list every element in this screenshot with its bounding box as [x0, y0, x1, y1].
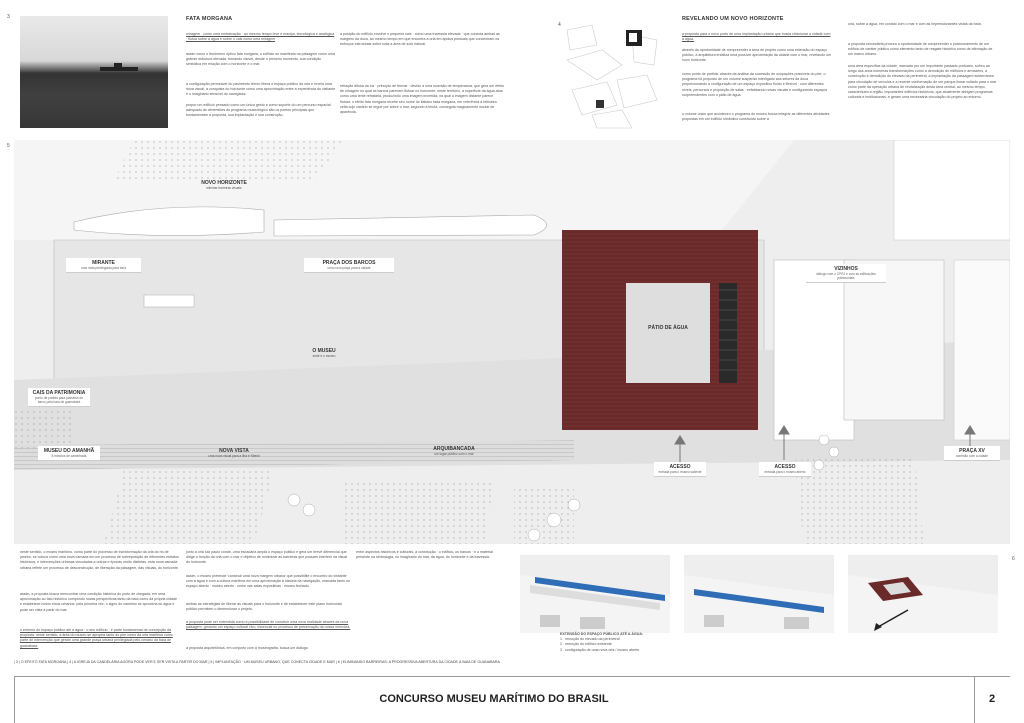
- label-acesso2-name: ACESSO: [774, 464, 796, 470]
- diagram-legend: [560, 632, 760, 653]
- label-patio-name: PÁTIO DE ÁGUA: [648, 325, 688, 331]
- label-cais: [28, 388, 90, 407]
- bottom-col2-p5: a proposta arquitetônica, em conjunto com a museografia, busca um diálogo: [186, 646, 308, 650]
- col6-p1: orla, sobre a água, em contato com o mar e com as impressionantes vistas da baía.: [848, 22, 982, 26]
- rev-p4: o volume único que aconteceu o programa do museu busca integrar as diferentes atividades propostas em um edifício simbólico construído sobre a: [682, 112, 830, 122]
- bottom-col3-p1: entre aspectos históricos e culturais, a construção · o edifício, os barcos · e o material presente na simbologia, no imaginário do mar, da água, do horizonte e da travessia.: [356, 550, 493, 560]
- section-number-6: 6: [1012, 556, 1015, 562]
- label-mirante-name: MIRANTE: [92, 260, 115, 266]
- label-pracaxv-name: PRAÇA XV: [959, 448, 985, 454]
- site-map-drawing: [562, 20, 662, 130]
- col3-p1: a posição do edifício envolve o pequeno cais · como uma travessia elevada · que conecta ambas as margens da doca, ao mesmo tempo em que encontra a orla em apoios pontuais que concentram os esforços estruturais sobre toda a área de solo natural.: [340, 32, 500, 47]
- col6-p3: uma área específica da cidade, marcada por um importante passado portuário, sofreu ao longo dos anos inúmeras transformações como a demolição de edifícios e armazéns, a construção e demolição do elevado da perimetral, a implantação da passagem subterrânea para circulação de veículos e a recente conformação de um parque linear voltado para o mar como parte da operação urbana de revitalização desta área central, ao mesmo tempo, caracterizam a região, importantes edifícios históricos, que atualmente abrigam programas culturais e institucionais, e geram uma necessária vinculação do projeto ao entorno.: [848, 64, 997, 100]
- bottom-col1-p2: assim, a proposta busca reencontrar uma condição histórica do porto de chegada, em uma aproximação ao fato histórico compondo novas perspectivas tanto da baía como da própria cidade e estabelece novos eixos urbanos: pela primeira vez, o signo do caminho se aproxima do água e pode ser vista a partir do mar.: [20, 592, 178, 612]
- label-vizinhos: [806, 264, 886, 283]
- fata-p1: assim como o fenômeno óptico fata morgana, o edifício se manifesta na paisagem como uma grande estrutura elevada, tornando visível, desde o primeiro momento, sua condição simbólica em relação com o horizonte e o mar.: [186, 52, 336, 67]
- label-arquibancada: [414, 446, 494, 456]
- rev-p2: através da oportunidade de compreender a área de projeto como uma extensão do espaço público, a arquitetura enfatiza uma possível aproximação da cidade com o mar, revelando um novo horizonte.: [682, 48, 832, 63]
- bottom-col1-p1: neste sentido, o museu marítimo, como parte do processo de transformação da orla do rio de janeiro, se coloca como uma nova camada em um processo de sobreposição de diferentes estratos históricos, e intervenções urbanas vinculadas a outras e épocas muito distintas. esta nova camada urbana reflete um processo de desconstrução, de liberação da paisagem, das visuais, do horizonte.: [20, 550, 179, 570]
- legend-title: EXTENSÃO DO ESPAÇO PÚBLICO ATÉ A ÁGUA:: [560, 632, 644, 636]
- page-number: 2: [988, 693, 996, 705]
- diagram-1-drawing: [520, 555, 670, 633]
- label-acesso2-sub: entrada para o museu aberto: [764, 470, 806, 474]
- ship-silhouette: [20, 16, 168, 128]
- revelando-title: REVELANDO UM NOVO HORIZONTE: [682, 16, 784, 22]
- diagram-2: [684, 555, 834, 633]
- fata-morgana-photo: [20, 16, 168, 128]
- col6-p2: a proposta secundária procura a oportunidade de compreender o posicionamento de um edifício de caráter público como elemento tanto de resgate histórico como de afirmação de um marco urbano.: [848, 42, 993, 57]
- page-title: CONCURSO MUSEU MARÍTIMO DO BRASIL: [379, 693, 609, 705]
- diagram-3-drawing: [848, 555, 998, 633]
- label-vizinhos-sub: diálogo com o CPRJ e com as edificações patrimoniais: [816, 272, 876, 280]
- label-museu-do-amanha: [38, 446, 100, 461]
- label-pracaxv-sub: conexão com a cidade: [956, 454, 988, 458]
- bottom-col2-p2: assim, o museu pretende 'construir uma nova margem urbana' que possibilite o encontro do visitante com a água e com a cultura marítima em uma aproximação à história da navegação, marcada tanto no espaço aberto · museu aberto · como nas salas expositivas · museu fechado.: [186, 574, 350, 589]
- label-acesso-2: [759, 462, 811, 477]
- bottom-col2-p4: a proposta pode ser entendida como a possibilidade de construir uma nova realidade através da nova paisagem, gerando um espaço cultural vivo, essencial no processo de preservação da nossa memória.: [186, 620, 351, 630]
- label-praca-sub: uma nova praça para a cidade: [327, 266, 371, 270]
- label-praca-name: PRAÇA DOS BARCOS: [322, 260, 376, 266]
- section-number-3: 3: [7, 14, 10, 20]
- figure-captions: | 3 | O EFEITO FATA MORGANA | 4 | A IGREJA DA CANDELÁRIA AGORA PODE VER E SER VISTA A PARTIR DO MAR | 5 | IMPLANTAÇÃO · UM MUSEU URBANO, QUE CONECTA CIDADE E MAR | 6 | ELIMINANDO BARREIRAS: A PROGRESSIVA ABERTURA DA CIDADE À BAÍA DE GUANABARA: [14, 660, 500, 664]
- label-mirante-sub: uma vista privilegiada para baía: [80, 266, 126, 270]
- title-block: [14, 676, 1010, 723]
- legend-item-2: 2 . remoção do edifício existente: [560, 642, 612, 647]
- label-novo-horizonte-name: NOVO HORIZONTE: [201, 180, 247, 186]
- label-museu-sub: sede e o museu: [312, 354, 336, 358]
- fata-morgana-title: FATA MORGANA: [186, 16, 233, 22]
- bottom-col2-p1: junto a orla luiz paulo conde, uma escadaria ampla o espaço público e gera um brevê diferencial que dirige a fruição da orla com o mar e objetivo de minimizar as barreiras que possam interferir na visual do horizonte.: [186, 550, 348, 565]
- label-cais-sub: ponto de partida para passeios de barco pela baía de guanabara: [34, 396, 84, 404]
- site-plan: [14, 140, 1010, 544]
- label-novavista-sub: uma nova visual para a ilha e Niterói: [208, 454, 260, 458]
- label-novo-horizonte-sub: eliminar barreiras visuais: [206, 186, 242, 190]
- label-amanha-name: MUSEU DO AMANHÃ: [43, 448, 95, 454]
- col3-p2: refração difusa da luz · princípio de fermat · devido a uma inversão de temperatura, que gera um efeito de miragem no qual os barcos parecem flutuar no horizonte. neste território, a superfície da água atua como uma lente refratária, produzindo uma imagem invertida, na qual a imagem distante parece flutuar: o efeito fata morgana recebe seu nome do italiano fada morgana, em referência à feiticeira celta cujo castelo se ergue por sobre o mar, segundo a lenda, conseguia magicamente mudar de aparência.: [340, 84, 505, 115]
- label-amanha-sub: 8 minutos de caminhada: [51, 454, 87, 458]
- label-arquibancada-sub: um lugar público com o mar: [434, 452, 474, 456]
- legend-item-3: 3 . configuração de uma nova orla / museu aberto: [560, 647, 640, 652]
- label-museu-name: O MUSEU: [312, 348, 336, 354]
- diagram-3: [848, 555, 998, 633]
- candelaria-site-map: [562, 20, 662, 130]
- label-arquibancada-name: ARQUIBANCADA: [433, 446, 475, 452]
- diagram-2-drawing: [684, 555, 834, 633]
- bottom-col1-p3: o entorno do espaço público até a água · o seu edifício · é parte fundamental de concepção da proposta. neste sentido, a área do museu se apropria tanto do pier como da orla marítima como parte de intervenção que geram uma grande praça urbana privilegiada pelo cenário da baía de guanabara.: [20, 628, 173, 648]
- label-praca-dos-barcos: [304, 258, 394, 273]
- fata-p3: propor um edifício pensado como um único gesto e como suporte do um percurso espacial adequado às dimensões do programa museológico são os pontos principais que fundamentam a proposta, sua implantação e sua construção.: [186, 103, 331, 118]
- label-cais-name: CAIS DA PATRIMONIA: [32, 390, 86, 396]
- label-novavista-name: NOVA VISTA: [219, 448, 249, 454]
- fata-intro: miragem · como uma embarcação · ao mesmo tempo leve e maciça, tecnológica e analógica · flutua sobre a água e sobre o cais como uma miragem: [186, 32, 335, 42]
- diagram-1: [520, 555, 670, 633]
- label-mirante: [66, 258, 141, 273]
- rev-p1: a proposta para o novo porto de uma implantação urbana que busca relacionar a cidade com a água.: [682, 32, 831, 42]
- label-acesso-1: [654, 462, 706, 477]
- label-acesso1-name: ACESSO: [669, 464, 691, 470]
- label-patio-de-agua: [626, 325, 710, 331]
- label-vizinhos-name: VIZINHOS: [834, 266, 858, 272]
- fata-p2: a configuração permeável do pavimento térreo libera o espaço público da orla e revela uma nova visual, a conquista do horizonte como uma aproximação entre a experiência do visitante e o imaginário sensível do navegador.: [186, 82, 336, 97]
- site-plan-drawing: [14, 140, 1010, 544]
- label-praca-xv: [944, 446, 1000, 461]
- legend-item-1: 1 . remoção do elevado da perimetral: [560, 637, 620, 642]
- section-number-5: 5: [7, 143, 10, 149]
- label-acesso1-sub: entrada para o museu saliente: [658, 470, 702, 474]
- bottom-col2-p3: ambas as estratégias de liberar as visuais para o horizonte e de estabelecer este plano horizontal público permitem o dimensionar o projeto.: [186, 602, 342, 612]
- section-number-4: 4: [558, 22, 561, 28]
- label-novo-horizonte: [184, 180, 264, 190]
- label-nova-vista: [194, 448, 274, 458]
- label-o-museu: [294, 348, 354, 358]
- rev-p3: como ponto de partida, através da análise da sucessão de ocupações possíveis do píer, o programa foi proposto de um volume suspenso interligado aos setores da doca proporcionando a configuração de um espaço expositivo fluido e flexível · com diferentes níveis, percursos e proporção de salas · enfatizando novas visuais e configurando espaços surpreendentes com o pátio de água.: [682, 72, 828, 97]
